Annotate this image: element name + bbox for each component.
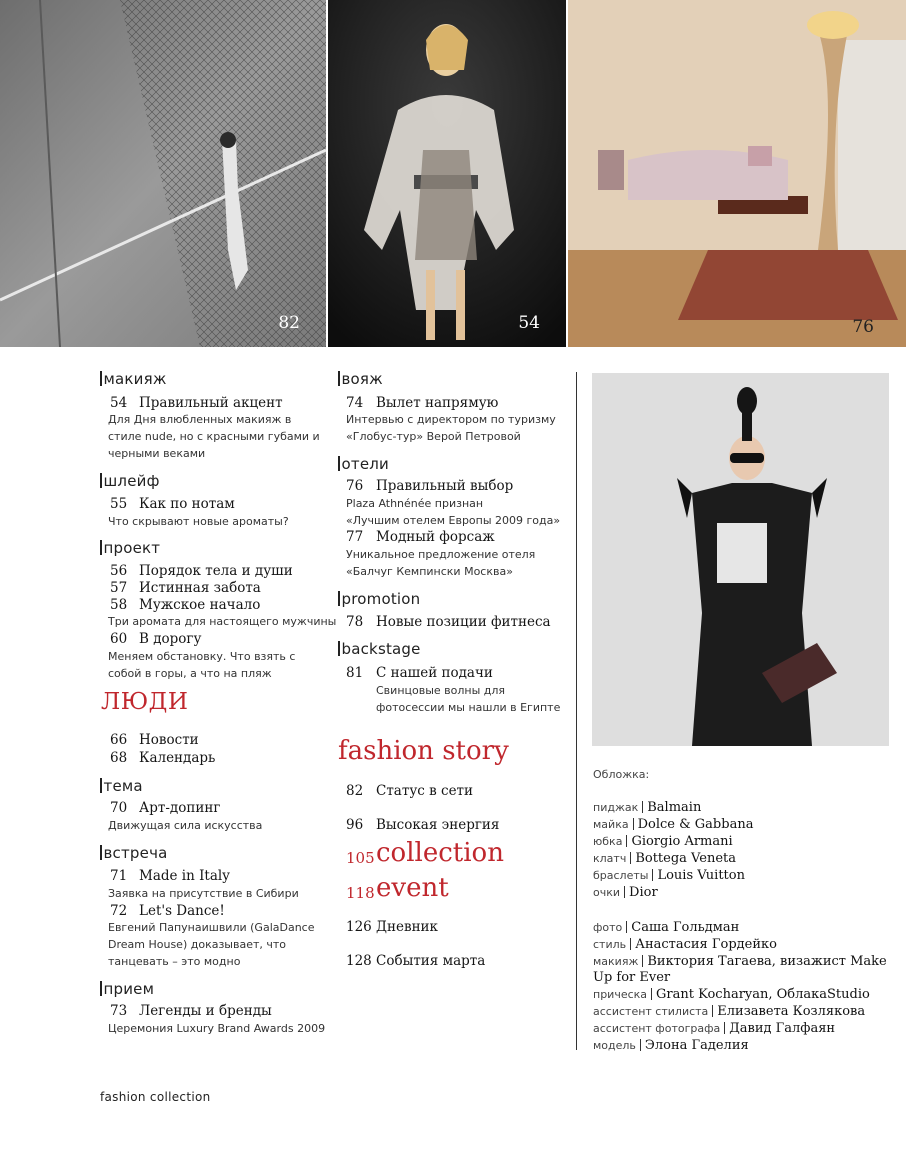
interior-photo-graphic xyxy=(568,0,906,347)
section-project: проект xyxy=(100,539,160,557)
runway-photo-graphic xyxy=(328,0,566,347)
toc-entry[interactable]: 96 Высокая энергия xyxy=(346,817,500,833)
entry-description: Церемония Luxury Brand Awards 2009 xyxy=(108,1022,326,1035)
entry-description: «Глобус-тур» Верой Петровой xyxy=(346,430,521,443)
credit-line: очки Dior xyxy=(593,885,658,900)
toc-entry[interactable]: 81 С нашей подачи xyxy=(346,665,493,681)
page-number: 82 xyxy=(278,313,300,333)
toc-entry[interactable]: 54 Правильный акцент xyxy=(110,395,283,411)
credit-line: макияж Виктория Тагаева, визажист Make xyxy=(593,954,887,969)
section-makeup: макияж xyxy=(100,370,167,388)
fashion-story-heading: fashion story xyxy=(338,736,509,766)
entry-description: Dream House) доказывает, что xyxy=(108,938,287,951)
collection-page-number: 105 xyxy=(346,849,375,867)
photo-page-82[interactable] xyxy=(0,0,326,347)
section-priem: прием xyxy=(100,980,154,998)
entry-description: Для Дня влюбленных макияж в xyxy=(108,413,292,426)
toc-entry[interactable]: 128 События марта xyxy=(346,953,486,969)
toc-entry[interactable]: 126 Дневник xyxy=(346,919,438,935)
toc-entry[interactable]: 56 Порядок тела и души xyxy=(110,563,293,579)
cover-photo[interactable] xyxy=(592,373,889,746)
page-number: 54 xyxy=(518,313,540,333)
credit-line: майка Dolce & Gabbana xyxy=(593,817,754,832)
event-page-number: 118 xyxy=(346,884,375,902)
entry-description: танцевать – это модно xyxy=(108,955,241,968)
entry-description: собой в горы, а что на пляж xyxy=(108,667,272,680)
credit-line: фото Саша Гольдман xyxy=(593,920,740,935)
section-oteli: отели xyxy=(338,455,389,473)
credit-line: прическа Grant Kocharyan, ОблакаStudio xyxy=(593,987,870,1002)
entry-description: «Балчуг Кемпински Москва» xyxy=(346,565,513,578)
toc-entry[interactable]: 78 Новые позиции фитнеса xyxy=(346,614,551,630)
toc-entry[interactable]: 68 Календарь xyxy=(110,750,216,766)
toc-entry[interactable]: 70 Арт-допинг xyxy=(110,800,221,816)
credit-line: браслеты Louis Vuitton xyxy=(593,868,745,883)
section-backstage: backstage xyxy=(338,640,421,658)
collection-heading[interactable]: collection xyxy=(376,838,504,868)
entry-description: Что скрывают новые ароматы? xyxy=(108,515,289,528)
credit-line: Up for Ever xyxy=(593,970,671,985)
toc-entry[interactable]: 58 Мужское начало xyxy=(110,597,261,613)
toc-entry[interactable]: 57 Истинная забота xyxy=(110,580,261,596)
entry-description: Интервью с директором по туризму xyxy=(346,413,556,426)
credit-line: ассистент стилиста Елизавета Козлякова xyxy=(593,1004,866,1019)
credit-line: модель Элона Гаделия xyxy=(593,1038,749,1053)
column-divider xyxy=(576,372,577,1050)
section-people-heading: ЛЮДИ xyxy=(101,689,189,715)
toc-entry[interactable]: 66 Новости xyxy=(110,732,199,748)
entry-description: Движущая сила искусства xyxy=(108,819,263,832)
entry-description: Заявка на присутствие в Сибири xyxy=(108,887,299,900)
entry-description: стиле nude, но с красными губами и xyxy=(108,430,320,443)
photo-page-54[interactable] xyxy=(328,0,566,347)
entry-description: Три аромата для настоящего мужчины xyxy=(108,615,337,628)
entry-description: «Лучшим отелем Европы 2009 года» xyxy=(346,514,561,527)
photo-page-76[interactable] xyxy=(568,0,906,347)
toc-entry[interactable]: 77 Модный форсаж xyxy=(346,529,495,545)
magazine-footer: fashion collection xyxy=(100,1090,211,1104)
toc-entry[interactable]: 55 Как по нотам xyxy=(110,496,235,512)
section-shleif: шлейф xyxy=(100,472,160,490)
entry-description: фотосессии мы нашли в Египте xyxy=(376,701,561,714)
toc-entry[interactable]: 72 Let's Dance! xyxy=(110,903,225,919)
entry-description: Уникальное предложение отеля xyxy=(346,548,536,561)
section-promotion: promotion xyxy=(338,590,420,608)
cover-label: Обложка: xyxy=(593,768,650,781)
entry-description: Меняем обстановку. Что взять с xyxy=(108,650,296,663)
toc-entry[interactable]: 82 Статус в сети xyxy=(346,783,474,799)
toc-entry[interactable]: 76 Правильный выбор xyxy=(346,478,514,494)
toc-entry[interactable]: 60 В дорогу xyxy=(110,631,202,647)
bw-photo-graphic xyxy=(0,0,326,347)
section-voyazh: вояж xyxy=(338,370,383,388)
credit-line: стиль Анастасия Гордейко xyxy=(593,937,777,952)
credit-line: клатч Bottega Veneta xyxy=(593,851,736,866)
cover-model-graphic xyxy=(592,373,889,746)
entry-description: Евгений Папунаишвили (GalaDance xyxy=(108,921,315,934)
toc-entry[interactable]: 74 Вылет напрямую xyxy=(346,395,499,411)
credit-line: ассистент фотографа Давид Галфаян xyxy=(593,1021,836,1036)
toc-entry[interactable]: 71 Made in Italy xyxy=(110,868,230,884)
entry-description: черными веками xyxy=(108,447,206,460)
entry-description: Свинцовые волны для xyxy=(376,684,506,697)
toc-entry[interactable]: 73 Легенды и бренды xyxy=(110,1003,272,1019)
page-number: 76 xyxy=(852,317,874,337)
credit-line: пиджак Balmain xyxy=(593,800,702,815)
credit-line: юбка Giorgio Armani xyxy=(593,834,733,849)
event-heading[interactable]: event xyxy=(376,873,449,903)
section-tema: тема xyxy=(100,777,143,795)
entry-description: Plaza Athnénée признан xyxy=(346,497,484,510)
section-vstrecha: встреча xyxy=(100,844,168,862)
